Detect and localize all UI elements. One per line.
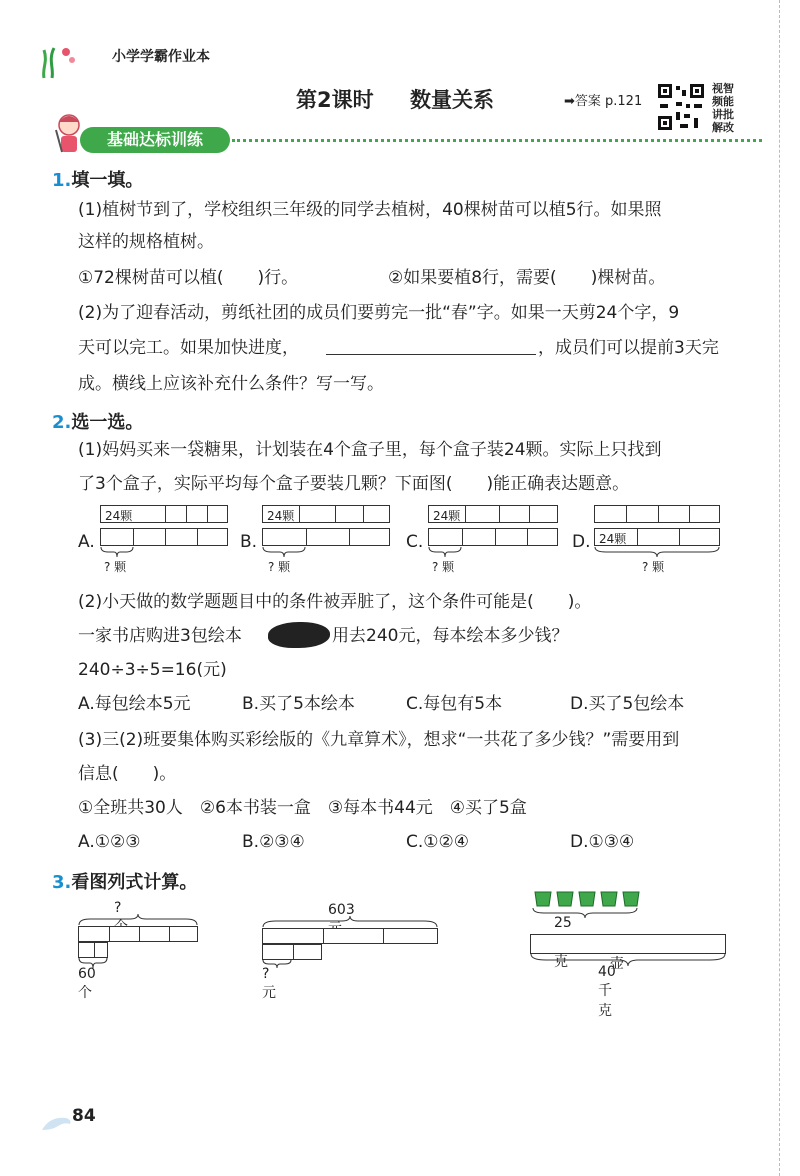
option-d-tag: 24颗 (599, 532, 627, 546)
fig1-bottom-bar (78, 942, 108, 958)
q2-part2-calculation: 240÷3÷5=16(元) (78, 660, 227, 680)
video-caption: 视智 频能 讲批 解改 (712, 82, 734, 134)
page-number: 84 (72, 1106, 96, 1126)
q2-part2-choice-d[interactable]: D.买了5包绘本 (570, 694, 685, 714)
fig3-bottom-brace (530, 954, 726, 966)
q2-part1-line1: (1)妈妈买来一袋糖果，计划装在4个盒子里，每个盒子装24颗。实际上只找到 (78, 440, 662, 460)
fig3-pot-icons (532, 888, 642, 910)
q1-part1-line1: (1)植树节到了，学校组织三年级的同学去植树，40棵树苗可以植5行。如果照 (78, 200, 662, 220)
q2-part2-choice-b[interactable]: B.买了5本绘本 (242, 694, 355, 714)
q2-part3-choice-a[interactable]: A.①②③ (78, 832, 141, 852)
qr-code-icon[interactable] (656, 82, 706, 132)
option-b-letter: B. (240, 532, 258, 552)
q2-part2-choice-c[interactable]: C.每包有5本 (406, 694, 503, 714)
fig2-top-label: 603 (328, 902, 355, 918)
q2-part3-choice-c[interactable]: C.①②④ (406, 832, 469, 852)
option-a-bottom-bar (100, 528, 228, 546)
q1-part2-line1: (2)为了迎春活动，剪纸社团的成员们要剪完一批“春”字。如果一天剪24个字，9 (78, 303, 680, 323)
q2-part2-problem-a: 一家书店购进3包绘本 (78, 626, 242, 646)
option-b-brace (262, 546, 306, 558)
option-c-bottom-bar (428, 528, 558, 546)
question-2-header: 2.选一选。 (52, 412, 144, 433)
fig2-bottom-bar (262, 944, 322, 960)
q1-part1-sub-b: ②如果要植8行，需要( )棵树苗。 (388, 268, 666, 288)
option-d-unknown: ? 颗 (642, 560, 665, 574)
option-c-top-bar (428, 505, 558, 523)
q2-part3-line1: (3)三(2)班要集体购买彩绘版的《九章算术》，想求“一共花了多少钱？”需要用到 (78, 730, 680, 750)
q1-answer-blank[interactable] (326, 354, 536, 355)
option-b-top-bar (262, 505, 390, 523)
fig1-top-brace (78, 914, 198, 926)
option-a-letter: A. (78, 532, 95, 552)
question-1-header: 1.填一填。 (52, 170, 144, 191)
fig3-top-label: 25 克 (554, 915, 572, 970)
option-d-bottom-bar (594, 528, 720, 546)
option-a-brace (100, 546, 134, 558)
fig3-top-brace (532, 908, 638, 918)
series-title: 小学学霸作业本 (112, 49, 210, 65)
answer-reference: ➡答案 p.121 (564, 94, 643, 109)
banner-divider (232, 139, 762, 142)
fig3-bottom-label: 40千克 (598, 964, 616, 1019)
page-margin-line (779, 0, 780, 1176)
fig3-bar (530, 934, 726, 954)
option-a-top-bar (100, 505, 228, 523)
q2-part3-choice-b[interactable]: B.②③④ (242, 832, 305, 852)
fig1-bottom-label: 60个 (78, 966, 96, 1001)
ink-smudge (268, 622, 330, 648)
fig1-top-label: ? (114, 900, 122, 916)
option-c-tag: 24颗 (433, 509, 461, 523)
q2-part2-problem-b: 用去240元，每本绘本多少钱？ (332, 626, 569, 646)
fig1-top-bar (78, 926, 198, 942)
question-3-header: 3.看图列式计算。 (52, 872, 198, 893)
option-d-top-bar (594, 505, 720, 523)
option-a-tag: 24颗 (105, 509, 133, 523)
fig3-mid-label: 壶 (610, 956, 624, 972)
q1-part2-line2b: ，成员们可以提前3天完 (538, 338, 719, 358)
q2-part2-line1: (2)小天做的数学题题目中的条件被弄脏了，这个条件可能是( )。 (78, 592, 592, 612)
q1-part1-line2: 这样的规格植树。 (78, 232, 214, 252)
option-c-unknown: ? 颗 (432, 560, 455, 574)
page-title: 数量关系 (410, 88, 494, 112)
q2-part3-info: ①全班共30人 ②6本书装一盒 ③每本书44元 ④买了5盒 (78, 798, 527, 818)
option-a-unknown: ? 颗 (104, 560, 127, 574)
seaweed-icon (36, 40, 78, 80)
q2-part3-line2: 信息( )。 (78, 764, 177, 784)
option-d-letter: D. (572, 532, 591, 552)
fig2-top-bar (262, 928, 438, 944)
option-b-unknown: ? 颗 (268, 560, 291, 574)
option-d-brace (594, 546, 720, 558)
option-c-letter: C. (406, 532, 424, 552)
q2-part1-line2: 了3个盒子，实际平均每个盒子要装几颗？下面图( )能正确表达题意。 (78, 474, 630, 494)
option-b-bottom-bar (262, 528, 390, 546)
q2-part3-choice-d[interactable]: D.①③④ (570, 832, 635, 852)
dolphin-icon (40, 1112, 74, 1134)
q1-part1-sub-a: ①72棵树苗可以植( )行。 (78, 268, 299, 288)
option-b-tag: 24颗 (267, 509, 295, 523)
section-banner: 基础达标训练 (80, 127, 230, 153)
fig2-top-brace (262, 916, 438, 928)
fig2-bottom-label: ?元 (262, 966, 276, 1001)
q1-part2-line3: 成。横线上应该补充什么条件？写一写。 (78, 374, 384, 394)
q2-part2-choice-a[interactable]: A.每包绘本5元 (78, 694, 191, 714)
lesson-label: 第2课时 (296, 88, 374, 112)
option-c-brace (428, 546, 462, 558)
q1-part2-line2a: 天可以完工。如果加快进度， (78, 338, 299, 358)
